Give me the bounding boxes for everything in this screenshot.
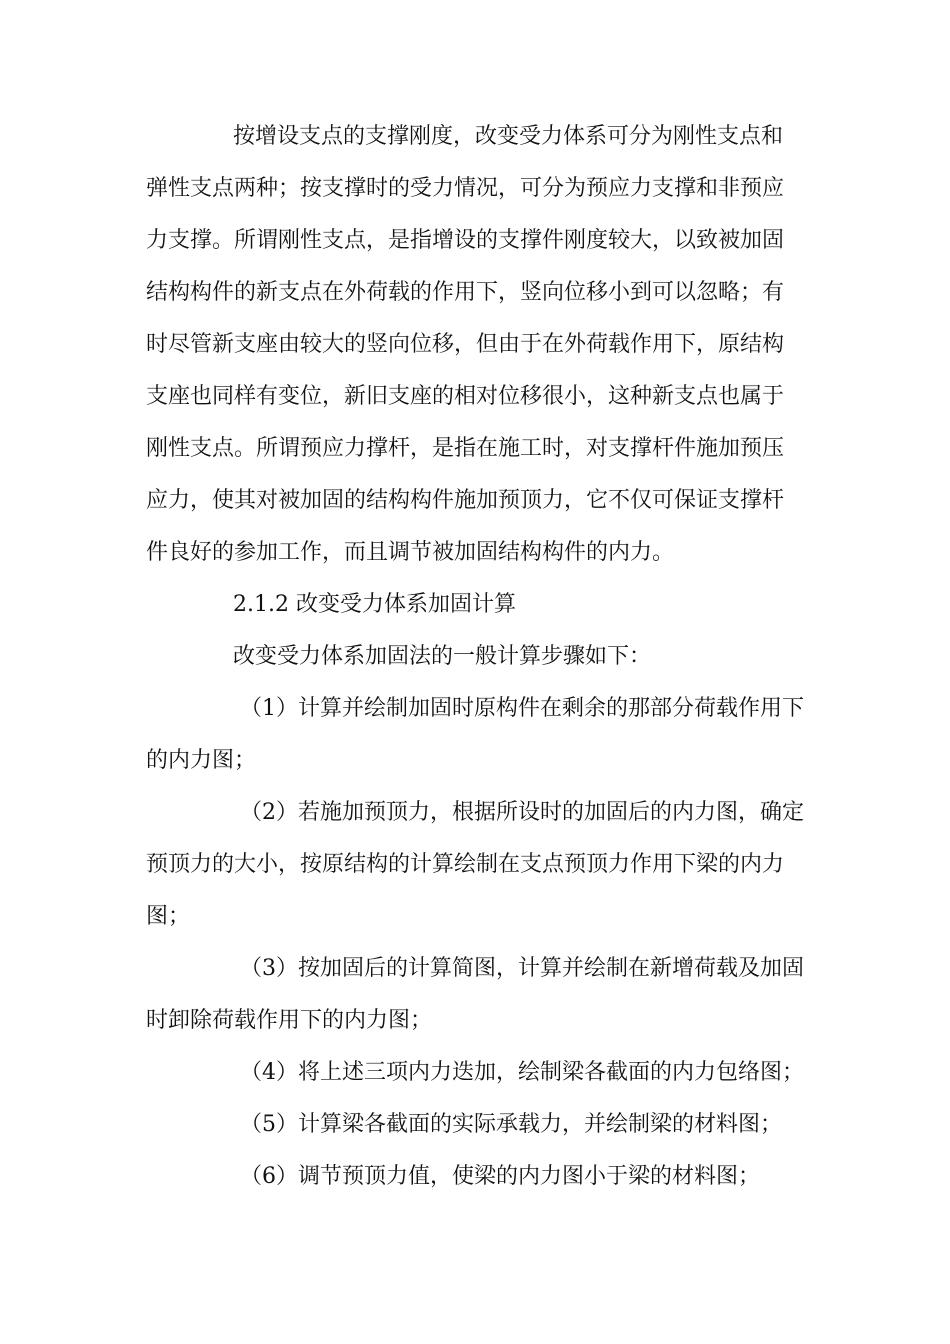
step-1-line: 的内力图； <box>146 748 257 773</box>
step-2-line: （2）若施加预顶力，根据所设时的加固后的内力图，确定 <box>240 800 804 825</box>
step-5-line: （5）计算梁各截面的实际承载力，并绘制梁的材料图； <box>240 1112 782 1137</box>
paragraph-line: 力支撑。所谓刚性支点，是指增设的支撑件刚度较大，以致被加固 <box>146 228 785 253</box>
paragraph-line: 弹性支点两种；按支撑时的受力情况，可分为预应力支撑和非预应 <box>146 176 785 201</box>
step-6-line: （6）调节预顶力值，使梁的内力图小于梁的材料图； <box>240 1164 760 1189</box>
step-3-line: （3）按加固后的计算简图，计算并绘制在新增荷载及加固 <box>240 956 804 981</box>
paragraph-line: 时尽管新支座由较大的竖向位移，但由于在外荷载作用下，原结构 <box>146 332 785 357</box>
paragraph-line: 应力，使其对被加固的结构构件施加预顶力，它不仅可保证支撑杆 <box>146 488 785 513</box>
intro-line: 改变受力体系加固法的一般计算步骤如下： <box>233 644 652 669</box>
step-2-line: 图； <box>146 904 191 929</box>
step-2-line: 预顶力的大小，按原结构的计算绘制在支点预顶力作用下梁的内力 <box>146 852 785 877</box>
paragraph-line: 支座也同样有变位，新旧支座的相对位移很小，这种新支点也属于 <box>146 384 785 409</box>
section-heading: 2.1.2 改变受力体系加固计算 <box>233 592 516 617</box>
step-4-line: （4）将上述三项内力迭加，绘制梁各截面的内力包络图； <box>240 1060 804 1085</box>
step-3-line: 时卸除荷载作用下的内力图； <box>146 1008 433 1033</box>
paragraph-line: 件良好的参加工作，而且调节被加固结构构件的内力。 <box>146 540 675 565</box>
step-1-line: （1）计算并绘制加固时原构件在剩余的那部分荷载作用下 <box>240 696 804 721</box>
paragraph-line: 按增设支点的支撑刚度，改变受力体系可分为刚性支点和 <box>233 124 784 149</box>
paragraph-line: 结构构件的新支点在外荷载的作用下，竖向位移小到可以忽略；有 <box>146 280 785 305</box>
paragraph-line: 刚性支点。所谓预应力撑杆，是指在施工时，对支撑杆件施加预压 <box>146 436 785 461</box>
